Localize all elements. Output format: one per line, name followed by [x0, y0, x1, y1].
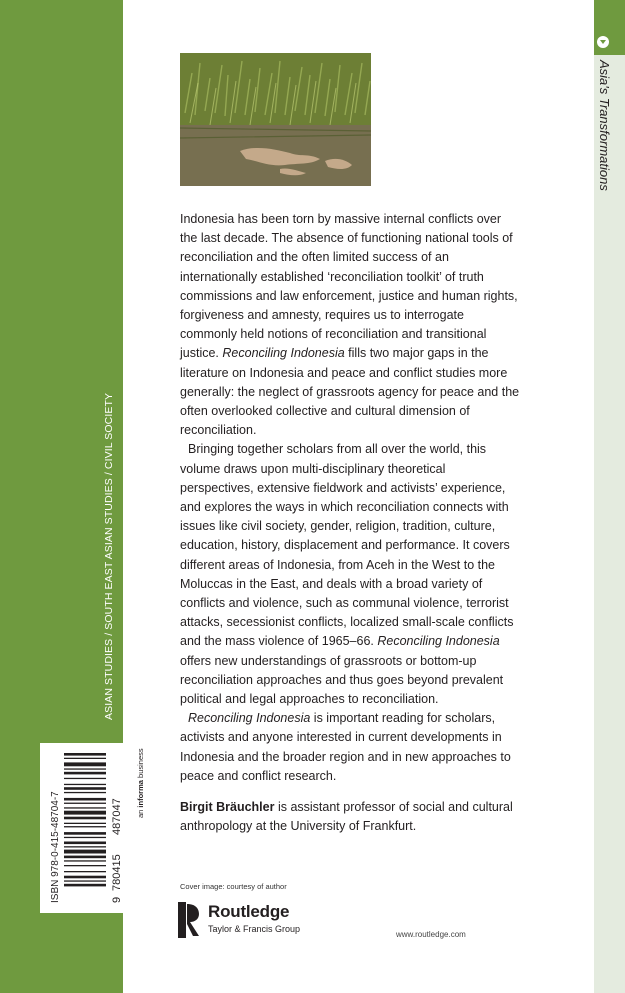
author-name: Birgit Bräuchler [180, 800, 275, 814]
paragraph-text: is important reading for scholars, activists and anyone interested in current developments in Indonesia and the broader region and in new approaches to peace and conflict research. [180, 711, 511, 783]
description-paragraph-2 [180, 440, 520, 709]
paragraph-text: Bringing together scholars from all over the world, this volume draws upon multi-disciplinary theoretical perspectives, extensive fieldwork and activists’ experience, and explores the ways in which reconciliation connects with issues like civil society, gender, religion, tradition, culture, education, history, displacement and performance. It covers different areas of Indonesia, from Aceh in the West to the Moluccas in the East, and deals with a broad variety of conflicts and violence, such as communal violence, terrorist attacks, secessionist conflicts, localized small-scale conflicts and the mass violence of 1965–66. [180, 442, 514, 649]
tagline-prefix: an [136, 807, 145, 818]
paragraph-text: fills two major gaps in the literature on Indonesia and peace and conflict studies more generally: the neglect of grassroots agency for peace and the often overlooked collective and cultural dimension of reconciliation. [180, 346, 520, 438]
informa-tagline [136, 748, 145, 818]
triangle-down-icon [597, 36, 609, 48]
author-bio [180, 798, 520, 836]
paragraph-text: Indonesia has been torn by massive internal conflicts over the last decade. The absence of functioning national tools of reconciliation and the often limited success of an internationally established ‘reconciliation toolkit’ of truth commissions and law enforcement, justice and human rights, forgiveness and amnesty, requires us to interrogate commonly held notions of reconciliation and transitional justice. [180, 212, 518, 361]
cover-credit: Cover image: courtesy of author [180, 882, 287, 891]
barcode-digit-lead: 9 [111, 896, 123, 903]
publisher-logo [178, 900, 328, 940]
publisher-name: Routledge [208, 902, 290, 921]
isbn-barcode [40, 743, 126, 913]
description-paragraph-3 [180, 709, 520, 786]
barcode-digits-group-1: 780415 [111, 854, 123, 891]
tagline-brand: informa [136, 780, 145, 808]
author-description: is assistant professor of social and cultural anthropology at the University of Frankfurt. [180, 800, 513, 834]
isbn-label: ISBN 978-0-415-48704-7 [50, 791, 61, 903]
subject-categories: ASIAN STUDIES / SOUTH EAST ASIAN STUDIES / CIVIL SOCIETY [103, 392, 115, 720]
cover-photo [180, 53, 371, 186]
tagline-suffix: business [136, 748, 145, 781]
routledge-logo-icon [178, 902, 200, 938]
series-title: Asia's Transformations [597, 60, 612, 191]
publisher-group: Taylor & Francis Group [208, 924, 301, 934]
barcode-digits-group-2: 487047 [111, 798, 123, 835]
book-title-italic: Reconciling Indonesia [188, 711, 311, 726]
paragraph-text: offers new understandings of grassroots or bottom-up reconciliation approaches and thus goes beyond prevalent political and legal approaches to reconciliation. [180, 653, 504, 707]
publisher-website: www.routledge.com [396, 930, 466, 939]
book-title-italic: Reconciling Indonesia [377, 634, 500, 649]
description-paragraph-1 [180, 210, 520, 440]
book-title-italic: Reconciling Indonesia [222, 346, 345, 361]
book-description [180, 210, 520, 786]
